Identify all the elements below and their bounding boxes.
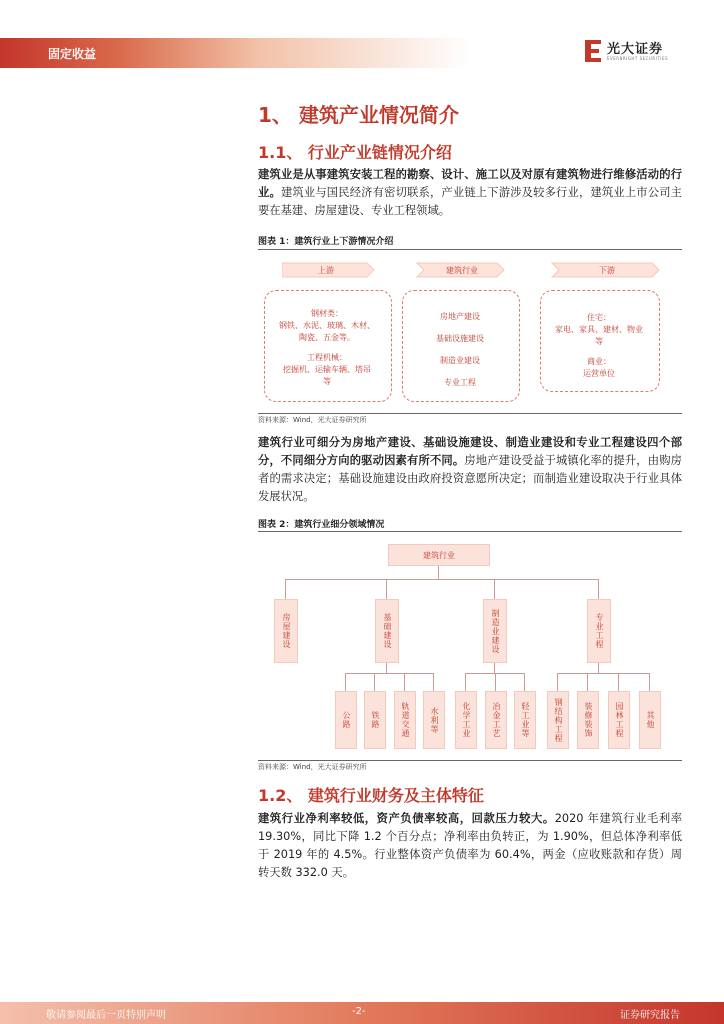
figure-1-divider	[258, 249, 682, 250]
tree-leaf: 其他	[639, 691, 661, 749]
everbright-logo	[583, 36, 683, 66]
stage-downstream: 下游	[599, 266, 615, 275]
tree-leaf: 轻工业等	[514, 691, 536, 749]
tree-leaf: 水利等	[423, 691, 445, 749]
tree-l1-housing: 房屋建设	[274, 599, 298, 663]
tree-leaf: 公路	[335, 691, 357, 749]
tree-l1-infra: 基础建设	[375, 599, 399, 663]
footer-doc-type: 证券研究报告	[620, 1010, 680, 1021]
tree-leaf: 园林工程	[608, 691, 630, 749]
paragraph-2-text: 房地产建设受益于城镇化率的提升，由购房者的需求决定；基础设施建设由政府投资意愿所决定；而制造业建设取决于行业具体发展状况。	[258, 454, 682, 503]
tree-leaf: 化学工业	[455, 691, 477, 749]
tree-l1-manufacturing: 制造业建设	[483, 599, 507, 663]
paragraph-1	[258, 166, 682, 220]
paragraph-2	[258, 434, 682, 506]
paragraph-3	[258, 810, 682, 882]
tree-leaf: 铁路	[364, 691, 386, 749]
tree-root: 建筑行业	[388, 544, 490, 566]
logo-text: 光大证券	[607, 42, 664, 57]
tree-leaf: 冶金工艺	[485, 691, 507, 749]
figure-2-bottom-line	[258, 760, 682, 761]
paragraph-1-text: 建筑业与国民经济有密切联系，产业链上下游涉及较多行业，建筑业上市公司主要在基建、房屋建设、专业工程领域。	[258, 186, 682, 217]
footer-band	[0, 1002, 724, 1024]
tree-l1-special: 专业工程	[587, 599, 611, 663]
paragraph-2-bold: 建筑行业可细分为房地产建设、基础设施建设、制造业建设和专业工程建设四个部分，不同细分方向的驱动因素有所不同。	[258, 436, 682, 467]
figure-1-bottom-line	[258, 413, 682, 414]
tree-leaf: 轨道交通	[394, 691, 416, 749]
section-label: 固定收益	[48, 47, 97, 61]
figure-2-title: 图表 2：建筑行业细分领域情况	[258, 520, 385, 530]
figure-1-title: 图表 1：建筑行业上下游情况介绍	[258, 237, 394, 247]
tree-leaf: 钢结构工程	[547, 691, 569, 749]
figure-2-source: 资料来源：Wind，光大证券研究所	[258, 763, 367, 771]
paragraph-1-bold: 建筑业是从事建筑安装工程的勘察、设计、施工以及对原有建筑物进行维修活动的行业。	[258, 168, 682, 199]
figure-2-divider	[258, 531, 682, 532]
paragraph-3-bold: 建筑行业净利率较低，资产负债率较高，回款压力较大。	[258, 812, 555, 825]
logo-subtext: EVERBRIGHT SECURITIES	[607, 56, 669, 61]
industry-text: 房地产建设 基础设施建设 制造业建设 专业工程	[436, 312, 484, 387]
paragraph-3-text: 2020 年建筑行业毛利率 19.30%，同比下降 1.2 个百分点；净利率由负转正，为 1.90%，但总体净利率低于 2019 年的 4.5%。行业整体资产负债率为 60.4%，两金（应收账款和存货）周转天数 332.0 天。	[258, 812, 682, 879]
everbright-logo-icon	[583, 38, 603, 64]
figure-1-source: 资料来源：Wind，光大证券研究所	[258, 416, 367, 424]
footer-disclaimer: 敬请参阅最后一页特别声明	[46, 1010, 166, 1021]
stage-industry: 建筑行业	[446, 266, 478, 275]
page-number: -2-	[352, 1006, 366, 1017]
section-1-2-title: 1.2、 建筑行业财务及主体特征	[258, 786, 484, 805]
header-band	[0, 38, 470, 68]
section-1-title: 1、 建筑产业情况简介	[258, 103, 459, 127]
stage-upstream: 上游	[318, 266, 334, 275]
section-1-1-title: 1.1、 行业产业链情况介绍	[258, 143, 452, 162]
upstream-text: 钢材类： 钢铁、水泥、玻璃、木材、 陶瓷、五金等。 工程机械： 挖掘机、运输车辆、塔吊 等	[279, 309, 375, 386]
tree-leaf: 装修装饰	[577, 691, 599, 749]
downstream-text: 住宅： 家电、家具、建材、物业 等 商业： 运营单位	[555, 313, 643, 378]
